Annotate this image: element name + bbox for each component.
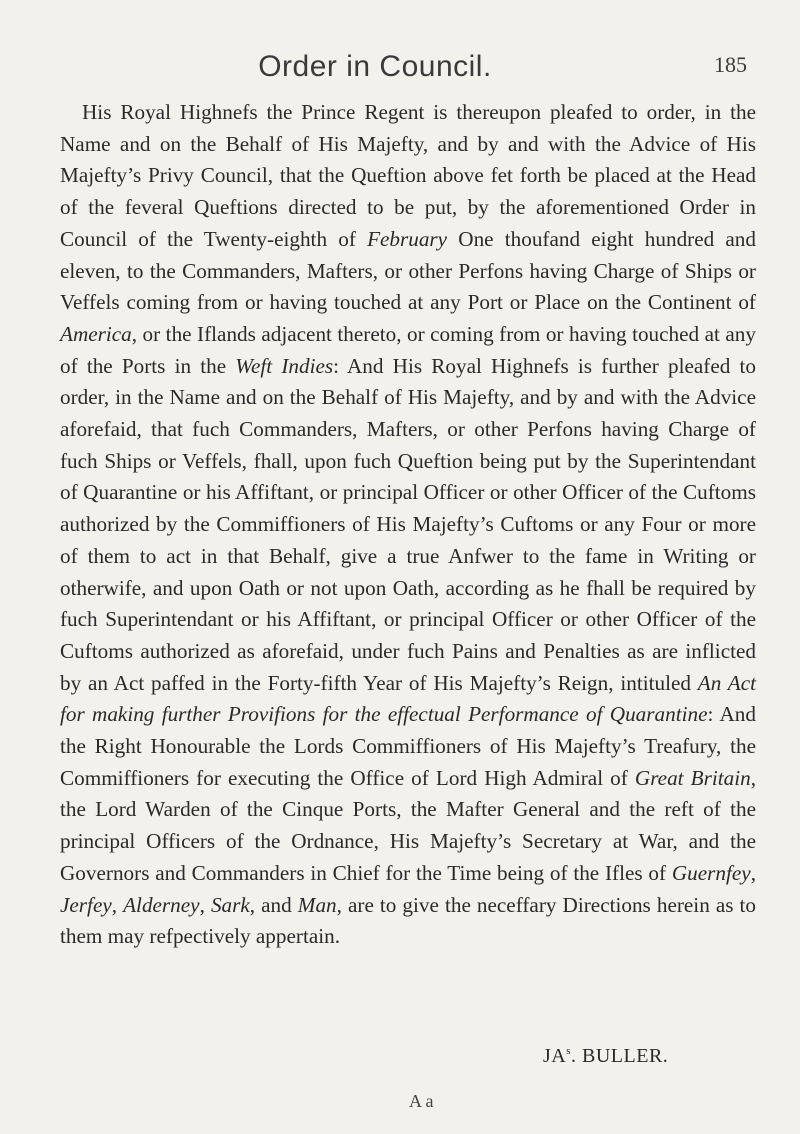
signature [543,1045,668,1068]
text-run: , [199,892,211,917]
text-run: His Royal Highnefs the Prince Regent is thereupon pleafed to order, in the Name and on the Behalf of His Majefty, and by and with the Advice of His Majefty’s Privy Council, that the Queftion above fet forth be placed at the Head of the feveral Queftions directed to be put, by the aforementioned Order in Council of the Twenty-eighth of [60,100,756,251]
italic-phrase: February [367,226,448,251]
text-run: One thoufand eight hundred and eleven, to the Commanders, Mafters, or other Perfons having Charge of Ships or Veffels coming from or having touched at any Port or Place on the Continent of [60,226,756,315]
signature-prefix: JA [543,1045,567,1067]
italic-phrase: Jerfey [60,892,112,917]
text-run: , [111,892,124,917]
page-number: 185 [714,52,747,77]
signature-superscript: s [566,1045,572,1057]
italic-phrase: Sark [210,892,250,917]
italic-phrase: Weft Indies [235,353,334,378]
italic-phrase: Man [297,892,337,917]
body-paragraph [60,97,756,953]
text-run: , are to give the neceffary Directions herein as to them may refpectively appertain. [60,892,757,949]
italic-phrase: An Act for making further Provifions for the effectual Performance of Quarantine [60,670,756,727]
text-run: : And the Right Honourable the Lords Commiffioners of His Majefty’s Treafury, the Commiffioners for executing the Office of Lord High Admiral of [60,702,756,790]
signature-name: . BULLER. [571,1045,669,1067]
italic-phrase: America [60,321,132,346]
text-run: , the Lord Warden of the Cinque Ports, the Mafter General and the reft of the principal Officers of the Ordnance, His Majefty’s Secretary at War, and the Governors and Commanders in Chief for the Time being of the Ifles of [60,765,756,885]
text-run: : And His Royal Highnefs is further pleafed to order, in the Name and on the Behalf of His Majefty, and by and with the Advice aforefaid, that fuch Commanders, Mafters, or other Perfons having Charge of fuch Ships or Veffels, fhall, upon fuch Queftion being put by the Superintendant of Quarantine or his Affiftant, or principal Officer or other Officer of the Cuftoms authorized by the Commiffioners of His Majefty’s Cuftoms or any Four or more of them to act in that Behalf, give a true Anfwer to the fame in Writing or otherwife, and upon Oath or not upon Oath, according as he fhall be required by fuch Superintendant or his Affiftant, or principal Officer or other Officer of the Cuftoms authorized as aforefaid, under fuch Pains and Penalties as are inflicted by an Act paffed in the Forty-fifth Year of His Majefty’s Reign, intituled [60,353,756,695]
italic-phrase: Alderney [123,892,200,917]
italic-phrase: Guernfey [671,860,751,885]
text-run: , and [249,892,298,917]
running-head [0,50,800,90]
text-run: , or the Iflands adjacent thereto, or coming from or having touched at any of the Ports in the [60,321,756,378]
page-title: Order in Council. [258,50,492,83]
signature-mark: A a [409,1091,434,1111]
text-run: , [750,860,756,885]
italic-phrase: Great Britain [634,765,751,790]
